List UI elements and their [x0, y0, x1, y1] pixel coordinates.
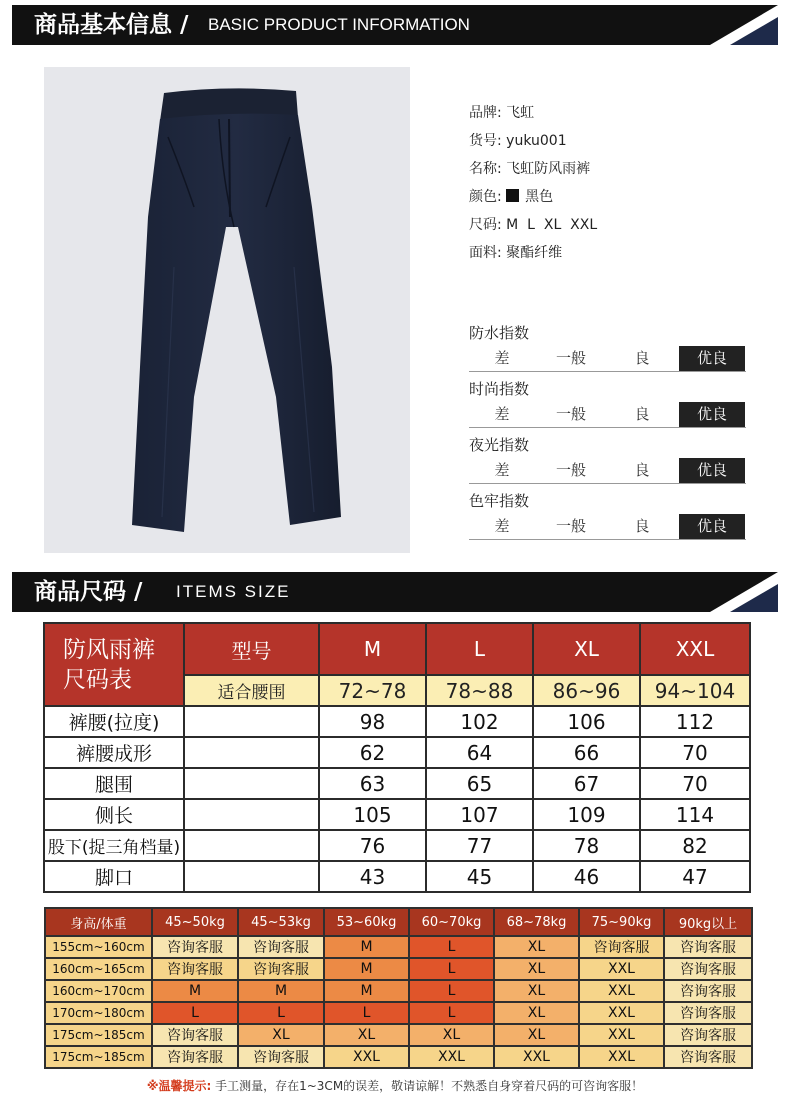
rating-level: 良: [634, 517, 650, 535]
size-cell: XL: [238, 1024, 324, 1046]
size-cell: 咨询客服: [152, 1046, 238, 1068]
size-cell: XXL: [579, 958, 664, 980]
size-header: XXL: [640, 623, 750, 675]
table-row: [45, 936, 752, 958]
info-fabric: 面料: 聚酯纤维: [469, 245, 563, 261]
section-title-en: BASIC PRODUCT INFORMATION: [208, 15, 470, 34]
info-name: 名称: 飞虹防风雨裤: [469, 161, 591, 177]
rating-level-selected: 优良: [679, 346, 745, 371]
table-row: [45, 958, 752, 980]
table-row: 腿围 63 65 67 70: [44, 768, 750, 799]
weight-header: 75~90kg: [579, 908, 664, 936]
table-row: [45, 1002, 752, 1024]
size-header: L: [426, 623, 533, 675]
size-cell: L: [409, 936, 494, 958]
size-cell: 咨询客服: [664, 1002, 752, 1024]
size-cell: L: [409, 958, 494, 980]
height-label: 175cm~185cm: [45, 1024, 152, 1046]
table-row: 裤腰(拉度) 98 102 106 112: [44, 706, 750, 737]
size-header: M: [319, 623, 426, 675]
size-cell: L: [238, 1002, 324, 1024]
size-cell: L: [152, 1002, 238, 1024]
height-label: 170cm~180cm: [45, 1002, 152, 1024]
product-info-list: [469, 102, 597, 270]
size-cell: 咨询客服: [664, 958, 752, 980]
waist-value: 86~96: [533, 675, 640, 706]
size-cell: 咨询客服: [664, 980, 752, 1002]
size-cell: M: [324, 980, 409, 1002]
size-cell: XL: [494, 936, 579, 958]
waist-value: 94~104: [640, 675, 750, 706]
size-cell: 咨询客服: [664, 1024, 752, 1046]
table-row: 裤腰成形 62 64 66 70: [44, 737, 750, 768]
size-cell: L: [324, 1002, 409, 1024]
rating-scale: [469, 456, 746, 484]
waist-value: 72~78: [319, 675, 426, 706]
size-cell: XXL: [579, 1046, 664, 1068]
rating-level: 差: [494, 349, 510, 367]
info-color: 颜色: 黑色: [469, 189, 554, 205]
product-photo: [44, 67, 410, 553]
waist-value: 78~88: [426, 675, 533, 706]
table-row: 侧长 105 107 109 114: [44, 799, 750, 830]
tip-prefix: ※温馨提示:: [146, 1079, 212, 1093]
rating-level: 差: [494, 461, 510, 479]
size-cell: XXL: [579, 1002, 664, 1024]
section-title-cn: 商品基本信息 /: [34, 12, 189, 38]
rating-title: 夜光指数: [469, 436, 530, 454]
size-header: XL: [533, 623, 640, 675]
rating-level-selected: 优良: [679, 514, 745, 539]
rating-title: 时尚指数: [469, 380, 530, 398]
model-label: 型号: [184, 623, 319, 675]
rating-level-selected: 优良: [679, 402, 745, 427]
size-cell: 咨询客服: [152, 958, 238, 980]
rating-title: 色牢指数: [469, 492, 530, 510]
weight-header: 45~53kg: [238, 908, 324, 936]
size-chart-table: [43, 622, 751, 893]
size-cell: XL: [494, 1024, 579, 1046]
size-cell: 咨询客服: [238, 958, 324, 980]
size-cell: XXL: [494, 1046, 579, 1068]
rating-luminous: [469, 434, 749, 490]
banner-stripe-icon: [668, 572, 778, 612]
rating-level: 一般: [555, 349, 586, 367]
section-banner-items-size: [12, 572, 778, 612]
info-sizes: 尺码: M L XL XXL: [469, 217, 598, 233]
rating-waterproof: [469, 322, 749, 378]
corner-label: 身高/体重: [45, 908, 152, 936]
size-cell: 咨询客服: [152, 936, 238, 958]
table-row: 脚口 43 45 46 47: [44, 861, 750, 892]
size-cell: 咨询客服: [664, 1046, 752, 1068]
size-cell: XXL: [409, 1046, 494, 1068]
rating-title: 防水指数: [469, 324, 530, 342]
size-cell: XXL: [324, 1046, 409, 1068]
rating-level: 差: [494, 405, 510, 423]
table-row: [45, 980, 752, 1002]
weight-header: 45~50kg: [152, 908, 238, 936]
rating-level: 一般: [555, 517, 586, 535]
size-cell: 咨询客服: [238, 936, 324, 958]
weight-header: 53~60kg: [324, 908, 409, 936]
section-title-en: ITEMS SIZE: [176, 582, 291, 601]
rating-scale: [469, 344, 746, 372]
weight-header: 68~78kg: [494, 908, 579, 936]
rating-scale: [469, 512, 746, 540]
table-row: [45, 1024, 752, 1046]
size-cell: M: [324, 936, 409, 958]
rating-level: 一般: [555, 461, 586, 479]
table-header-row: [45, 908, 752, 936]
banner-stripe-icon: [668, 5, 778, 45]
size-cell: 咨询客服: [664, 936, 752, 958]
warm-tip: [0, 1077, 790, 1094]
rating-level: 差: [494, 517, 510, 535]
section-banner-basic-info: [12, 5, 778, 45]
size-cell: XXL: [579, 1024, 664, 1046]
rating-fashion: [469, 378, 749, 434]
size-cell: M: [152, 980, 238, 1002]
size-cell: XL: [324, 1024, 409, 1046]
size-recommendation-table: [44, 907, 753, 1069]
size-cell: M: [238, 980, 324, 1002]
size-cell: XL: [494, 980, 579, 1002]
section-title-cn: 商品尺码 /: [34, 579, 143, 605]
size-cell: XL: [494, 1002, 579, 1024]
size-cell: XL: [409, 1024, 494, 1046]
size-cell: 咨询客服: [152, 1024, 238, 1046]
info-item-number: 货号: yuku001: [469, 133, 567, 149]
rating-level: 良: [634, 349, 650, 367]
size-cell: 咨询客服: [579, 936, 664, 958]
size-cell: 咨询客服: [238, 1046, 324, 1068]
rating-scale: [469, 400, 746, 428]
size-cell: XL: [494, 958, 579, 980]
waist-label: 适合腰围: [184, 675, 319, 706]
weight-header: 60~70kg: [409, 908, 494, 936]
rating-level: 良: [634, 405, 650, 423]
size-cell: L: [409, 980, 494, 1002]
rating-level: 良: [634, 461, 650, 479]
height-label: 160cm~170cm: [45, 980, 152, 1002]
tip-text: 手工测量，存在1~3CM的误差，敬请谅解！不熟悉自身穿着尺码的可咨询客服！: [211, 1079, 644, 1093]
color-swatch-icon: [506, 189, 519, 202]
rating-level-selected: 优良: [679, 458, 745, 483]
rating-level: 一般: [555, 405, 586, 423]
table-row: [45, 1046, 752, 1068]
info-brand: 品牌: 飞虹: [469, 105, 535, 121]
size-cell: M: [324, 958, 409, 980]
weight-header: 90kg以上: [664, 908, 752, 936]
ratings-panel: [469, 322, 749, 546]
table-row: 股下(捉三角档量) 76 77 78 82: [44, 830, 750, 861]
rating-colorfastness: [469, 490, 749, 546]
height-label: 175cm~185cm: [45, 1046, 152, 1068]
height-label: 155cm~160cm: [45, 936, 152, 958]
size-cell: XXL: [579, 980, 664, 1002]
height-label: 160cm~165cm: [45, 958, 152, 980]
size-chart-title: 防风雨裤 尺码表: [44, 623, 184, 706]
size-cell: L: [409, 1002, 494, 1024]
rain-pants-image: [44, 67, 410, 553]
